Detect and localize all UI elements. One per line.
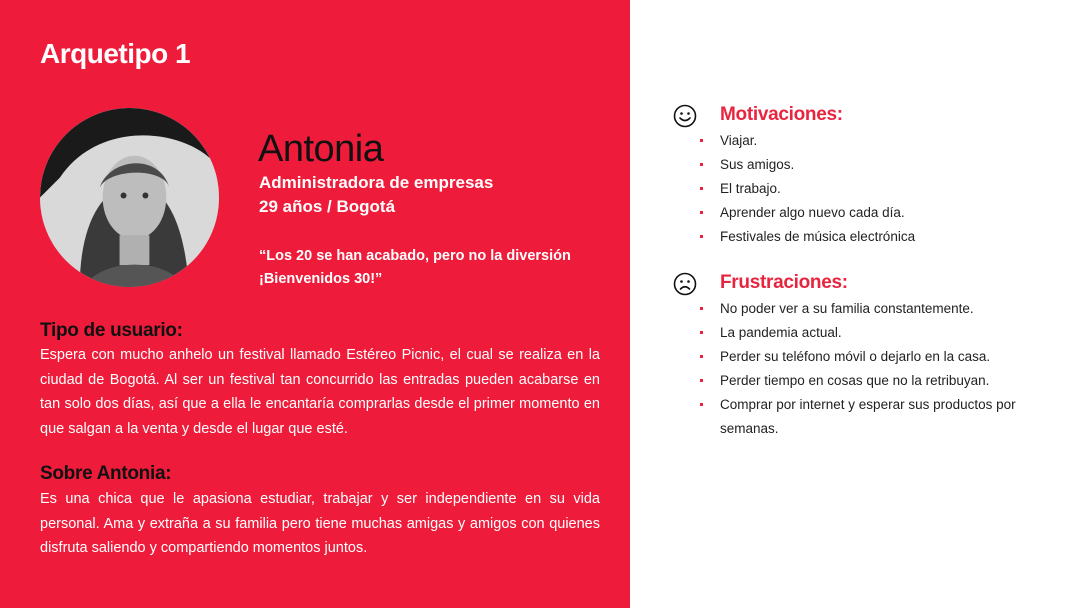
bullet-icon [700,163,703,166]
bullet-icon [700,379,703,382]
list-item-text: Perder su teléfono móvil o dejarlo en la casa. [720,349,991,364]
list-item [700,297,1030,321]
list-item-text: La pandemia actual. [720,325,842,340]
bullet-icon [700,187,703,190]
bullet-icon [700,139,703,142]
list-item [700,129,1030,153]
motivations-title: Motivaciones: [720,104,843,125]
frustrations-list [700,297,1030,441]
list-item [700,345,1030,369]
motivations-list [700,129,1030,249]
frustrations-title: Frustraciones: [720,272,848,293]
list-item-text: Perder tiempo en cosas que no la retribuyan. [720,373,990,388]
list-item-text: Festivales de música electrónica [720,229,916,244]
persona-quote: “Los 20 se han acabado, pero no la diversión ¡Bienvenidos 30!” [259,248,571,287]
bullet-icon [700,211,703,214]
persona-age-location: 29 años / Bogotá [259,197,396,216]
list-item [700,153,1030,177]
list-item-text: Sus amigos. [720,157,795,172]
persona-name: Antonia [258,128,384,170]
list-item [700,321,1030,345]
bullet-icon [700,307,703,310]
avatar-photo [40,108,219,287]
user-type-title: Tipo de usuario: [40,320,183,341]
about-text: Es una chica que le apasiona estudiar, trabajar y ser independiente en su vida personal. Ama y extraña a su familia pero tiene muchas amigas y amigos con quienes disfruta saliendo y compartiendo momentos juntos. [40,491,600,556]
list-item [700,177,1030,201]
sad-face-icon [673,272,697,296]
bullet-icon [700,403,703,406]
list-item-text: Viajar. [720,133,758,148]
bullet-icon [700,355,703,358]
list-item-text: El trabajo. [720,181,781,196]
list-item-text: Aprender algo nuevo cada día. [720,205,905,220]
about-title: Sobre Antonia: [40,463,172,484]
list-item-text: Comprar por internet y esperar sus productos por semanas. [720,397,1016,436]
user-type-text: Espera con mucho anhelo un festival llamado Estéreo Picnic, el cual se realiza en la ciudad de Bogotá. Al ser un festival tan concurrido las entradas pueden acabarse en tan solo dos días, así que a ella le encantaría comprarlas desde el primer momento en que salgan a la venta y desde el lugar que esté. [40,347,600,437]
list-item [700,201,1030,225]
happy-face-icon [673,104,697,128]
list-item-text: No poder ver a su familia constantemente. [720,301,974,316]
archetype-title: Arquetipo 1 [40,38,191,69]
list-item [700,225,1030,249]
bullet-icon [700,331,703,334]
bullet-icon [700,235,703,238]
list-item [700,393,1030,441]
avatar [40,108,219,287]
persona-role: Administradora de empresas [259,173,494,192]
list-item [700,369,1030,393]
